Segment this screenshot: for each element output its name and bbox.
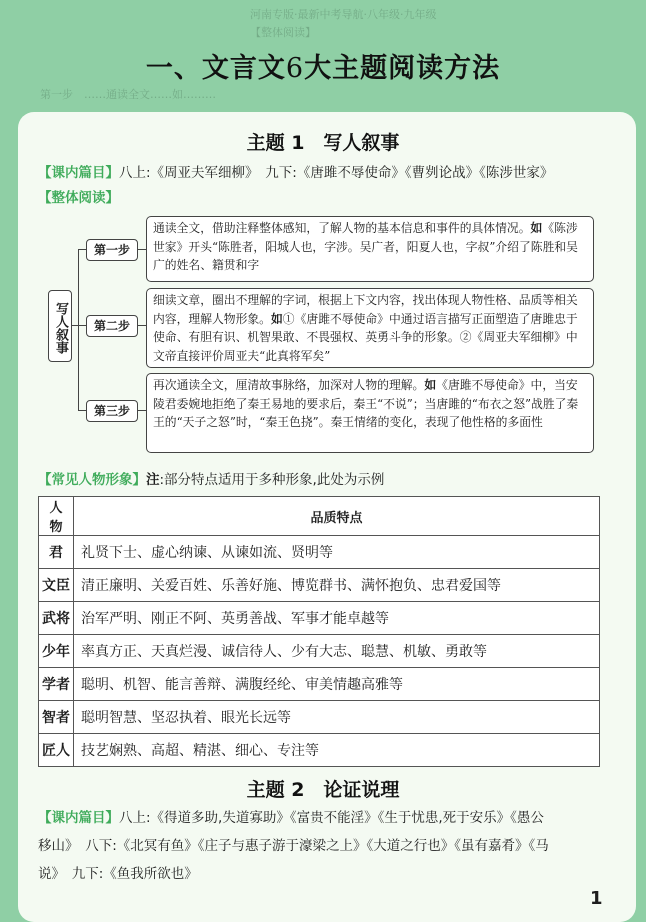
connector [78, 325, 86, 326]
header-figure: 人物 [39, 497, 74, 536]
bleed-line: 【整体阅读】 [250, 26, 316, 39]
table-row [39, 701, 600, 734]
topic1-title: 主题 1 写人叙事 [246, 132, 400, 154]
figure-traits-table [38, 496, 600, 767]
header-traits: 品质特点 [74, 497, 600, 536]
step-example-marker: 如 [270, 311, 283, 326]
connector [78, 249, 79, 411]
page-number: 1 [590, 888, 603, 909]
course-tag: 【课内篇目】 [38, 165, 119, 181]
connector [137, 410, 146, 411]
title-part: 一、文言文 [145, 53, 286, 84]
bleed-line: 河南专版·最新中考导航·八年级·九年级 [250, 8, 437, 21]
figure-cell: 少年 [39, 635, 74, 668]
overall-tag: 【整体阅读】 [38, 190, 119, 206]
common-figures-heading [38, 468, 384, 488]
table-row [39, 635, 600, 668]
figure-cell: 君 [39, 536, 74, 569]
figure-cell: 匠人 [39, 734, 74, 767]
traits-cell: 聪明智慧、坚忍执着、眼光长远等 [74, 701, 600, 734]
note-text: :部分特点适用于多种形象,此处为示例 [159, 472, 385, 488]
step-example: 《陈涉世家》开头“陈胜者，阳城人也，字涉。吴广者，阳夏人也，字叔”介绍了陈胜和吴广的姓名、籍贯和字 [153, 221, 578, 272]
topic2-course-list [38, 804, 603, 888]
step-1-text [146, 216, 594, 282]
traits-cell: 技艺娴熟、高超、精湛、细心、专注等 [74, 734, 600, 767]
connector [137, 249, 146, 250]
course-tag: 【课内篇目】 [38, 810, 119, 826]
title-number: 6 [285, 53, 305, 84]
step-text: 细读文章，圈出不理解的字词，根据上下文内容，找出体现人物性格、品质等相关内容，理解人物形象。 [153, 293, 578, 326]
common-tag: 【常见人物形象】 [38, 472, 146, 488]
step-example: 《唐雎不辱使命》中，当安陵君委婉地拒绝了秦王易地的要求后，秦王“不说”；当唐雎的“布衣之怒”战胜了秦王的“天子之怒”时，“秦王色挠”。秦王情绪的变化，表现了他性格的多面性 [153, 378, 579, 429]
note-label: 注 [146, 472, 160, 488]
title-part: 大主题阅读方法 [304, 53, 501, 84]
step-example-marker: 如 [530, 221, 543, 235]
step-3-label: 第三步 [86, 400, 138, 422]
table-row [39, 602, 600, 635]
figure-cell: 智者 [39, 701, 74, 734]
traits-cell: 清正廉明、关爱百姓、乐善好施、博览群书、满怀抱负、忠君爱国等 [74, 569, 600, 602]
figure-cell: 武将 [39, 602, 74, 635]
figure-cell: 文臣 [39, 569, 74, 602]
page-title [0, 46, 646, 85]
traits-cell: 率真方正、天真烂漫、诚信待人、少有大志、聪慧、机敏、勇敢等 [74, 635, 600, 668]
table-header-row [39, 497, 600, 536]
traits-cell: 聪明、机智、能言善辩、满腹经纶、审美情趣高雅等 [74, 668, 600, 701]
step-2-label: 第二步 [86, 315, 138, 337]
course-line: 移山》 八下:《北冥有鱼》《庄子与惠子游于濠梁之上》《大道之行也》《虽有嘉肴》《马 [38, 838, 549, 854]
step-3-text [146, 373, 594, 453]
topic1-course-list [38, 161, 553, 181]
table-row [39, 668, 600, 701]
connector [78, 249, 86, 250]
table-row [39, 569, 600, 602]
traits-cell: 礼贤下士、虚心纳谏、从谏如流、贤明等 [74, 536, 600, 569]
diagram-root: 写人叙事 [48, 290, 72, 362]
step-1-label: 第一步 [86, 239, 138, 261]
table-row [39, 734, 600, 767]
step-text: 通读全文，借助注释整体感知，了解人物的基本信息和事件的具体情况。 [153, 221, 531, 235]
table-row [39, 536, 600, 569]
traits-cell: 治军严明、刚正不阿、英勇善战、军事才能卓越等 [74, 602, 600, 635]
overall-reading-heading [38, 186, 119, 206]
connector [137, 325, 146, 326]
step-text: 再次通读全文，厘清故事脉络，加深对人物的理解。 [153, 378, 425, 392]
course-line: 八上:《得道多助,失道寡助》《富贵不能淫》《生于忧患,死于安乐》《愚公 [119, 810, 544, 826]
course-text: 八上:《周亚夫军细柳》 九下:《唐雎不辱使命》《曹刿论战》《陈涉世家》 [119, 165, 554, 181]
step-2-text [146, 288, 594, 368]
step-example: ①《唐雎不辱使命》中通过语言描写正面塑造了唐雎忠于使命、有胆有识、机智果敢、不畏强权、英勇斗争的形象。②《周亚夫军细柳》中文帝直接评价周亚夫“此真将军矣” [153, 311, 578, 363]
course-line: 说》 九下:《鱼我所欲也》 [38, 866, 198, 882]
step-example-marker: 如 [424, 378, 437, 392]
bleed-line: 第一步 ……通读全文……如……… [40, 88, 216, 101]
connector [78, 410, 86, 411]
figure-cell: 学者 [39, 668, 74, 701]
topic2-title: 主题 2 论证说理 [246, 779, 400, 801]
